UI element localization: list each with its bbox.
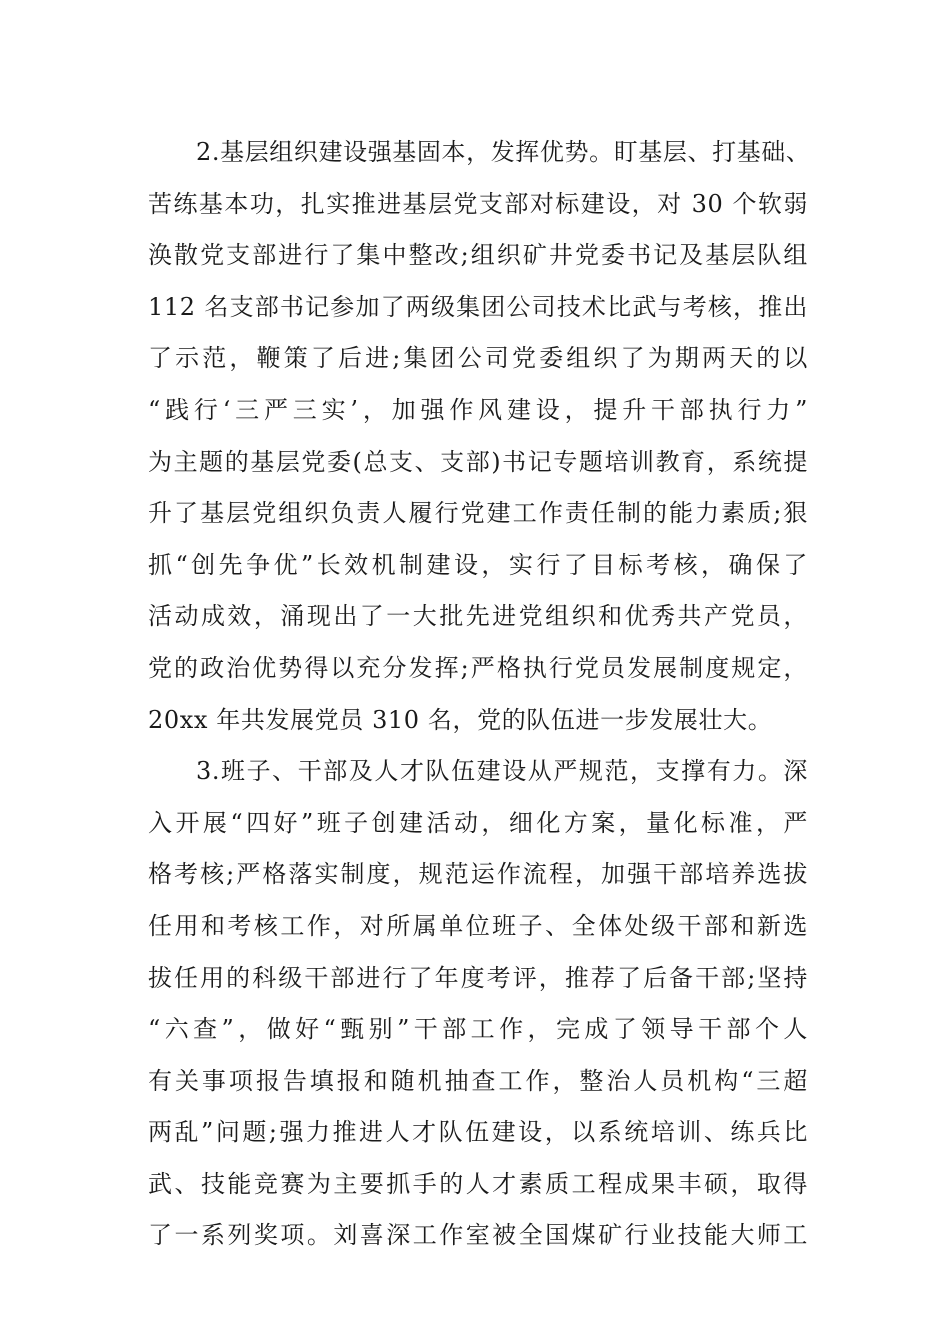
paragraph-line: 两乱”问题;强力推进人才队伍建设，以系统培训、练兵比: [148, 1118, 808, 1147]
paragraph-line: 党的政治优势得以充分发挥;严格执行党员发展制度规定，: [148, 653, 808, 682]
paragraph-team-cadre-talent: [148, 746, 808, 1262]
paragraph-line: 拔任用的科级干部进行了年度考评，推荐了后备干部;坚持: [148, 963, 808, 992]
paragraph-line: 格考核;严格落实制度，规范运作流程，加强干部培养选拔: [148, 860, 808, 889]
paragraph-line: 了示范，鞭策了后进;集团公司党委组织了为期两天的以: [148, 344, 808, 373]
paragraph-line: 武、技能竞赛为主要抓手的人才素质工程成果丰硕，取得: [148, 1169, 808, 1198]
paragraph-line: 抓“创先争优”长效机制建设，实行了目标考核，确保了: [148, 550, 808, 579]
paragraph-line: 涣散党支部进行了集中整改;组织矿井党委书记及基层队组: [148, 241, 808, 270]
paragraph-line: 20xx 年共发展党员 310 名，党的队伍进一步发展壮大。: [148, 705, 773, 734]
paragraph-grassroots-organization: [148, 127, 811, 746]
paragraph-line: “六查”，做好“甄别”干部工作，完成了领导干部个人: [148, 1015, 808, 1044]
paragraph-line: 活动成效，涌现出了一大批先进党组织和优秀共产党员，: [148, 602, 808, 631]
paragraph-line: 任用和考核工作，对所属单位班子、全体处级干部和新选: [148, 911, 808, 940]
document-body: [148, 127, 811, 1262]
paragraph-line: 112 名支部书记参加了两级集团公司技术比武与考核，推出: [148, 292, 808, 321]
paragraph-line: 了一系列奖项。刘喜深工作室被全国煤矿行业技能大师工: [148, 1221, 808, 1250]
paragraph-line: 入开展“四好”班子创建活动，细化方案，量化标准，严: [148, 808, 808, 837]
paragraph-line: 升了基层党组织负责人履行党建工作责任制的能力素质;狠: [148, 499, 808, 528]
paragraph-line: 为主题的基层党委(总支、支部)书记专题培训教育，系统提: [148, 447, 808, 476]
paragraph-line: 苦练基本功，扎实推进基层党支部对标建设，对 30 个软弱: [148, 189, 808, 218]
paragraph-line: “践行‘三严三实’，加强作风建设，提升干部执行力”: [148, 395, 808, 424]
paragraph-line: 3.班子、干部及人才队伍建设从严规范，支撑有力。深: [196, 757, 808, 786]
paragraph-line: 2.基层组织建设强基固本，发挥优势。盯基层、打基础、: [196, 138, 811, 166]
paragraph-line: 有关事项报告填报和随机抽查工作，整治人员机构“三超: [148, 1066, 808, 1095]
